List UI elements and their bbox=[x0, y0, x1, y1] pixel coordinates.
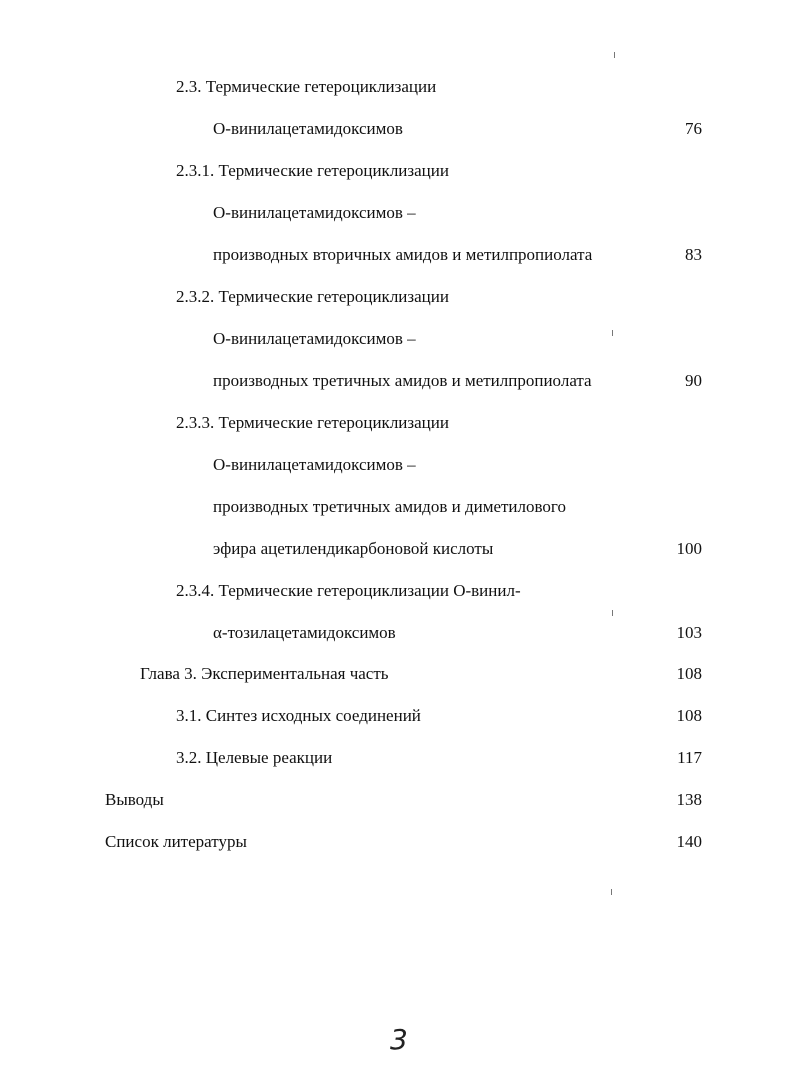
toc-entry-title: 2.3.3. Термические гетероциклизации bbox=[176, 413, 449, 432]
toc-entry-page: 90 bbox=[685, 371, 702, 390]
toc-entry-page: 103 bbox=[676, 623, 702, 642]
toc-entry-title: 2.3.1. Термические гетероциклизации bbox=[176, 161, 449, 180]
toc-entry-title: 2.3. Термические гетероциклизации bbox=[176, 77, 437, 96]
toc-entry-title: 2.3.4. Термические гетероциклизации О-винил- bbox=[176, 581, 521, 600]
toc-entry-page: 108 bbox=[676, 664, 702, 683]
toc-entry-title: 3.2. Целевые реакции bbox=[176, 748, 333, 767]
toc-entry-title: 3.1. Синтез исходных соединений bbox=[176, 706, 421, 725]
scan-artifact bbox=[611, 889, 612, 895]
toc-entry-title: 2.3.2. Термические гетероциклизации bbox=[176, 287, 449, 306]
toc-section-title: Выводы bbox=[105, 790, 164, 809]
toc-entry-title: α-тозилацетамидоксимов bbox=[213, 623, 396, 642]
toc-section-title: Список литературы bbox=[105, 832, 247, 851]
toc-entry-page: 117 bbox=[677, 748, 702, 767]
toc-entry-title: производных третичных амидов и метилпропиолата bbox=[213, 371, 592, 390]
toc-entry-title: О-винилацетамидоксимов – bbox=[213, 329, 416, 348]
toc-entry-page: 138 bbox=[676, 790, 702, 809]
toc-chapter-title: Глава 3. Экспериментальная часть bbox=[140, 664, 389, 683]
scan-artifact bbox=[612, 330, 613, 336]
toc-entry-page: 140 bbox=[676, 832, 702, 851]
scan-artifact bbox=[614, 52, 615, 58]
toc-entry-title: производных третичных амидов и диметилового bbox=[213, 497, 566, 516]
toc-entry-title: О-винилацетамидоксимов – bbox=[213, 455, 416, 474]
toc-entry-title: эфира ацетилендикарбоновой кислоты bbox=[213, 539, 494, 558]
toc-entry-title: О-винилацетамидоксимов – bbox=[213, 203, 416, 222]
page-number: 3 bbox=[390, 1023, 408, 1056]
scan-artifact bbox=[612, 610, 613, 616]
toc-entry-page: 108 bbox=[676, 706, 702, 725]
toc-entry-title: производных вторичных амидов и метилпропиолата bbox=[213, 245, 593, 264]
toc-entry-page: 100 bbox=[676, 539, 702, 558]
toc-entry-title: О-винилацетамидоксимов bbox=[213, 119, 403, 138]
toc-entry-page: 76 bbox=[685, 119, 702, 138]
toc-entry-page: 83 bbox=[685, 245, 702, 264]
